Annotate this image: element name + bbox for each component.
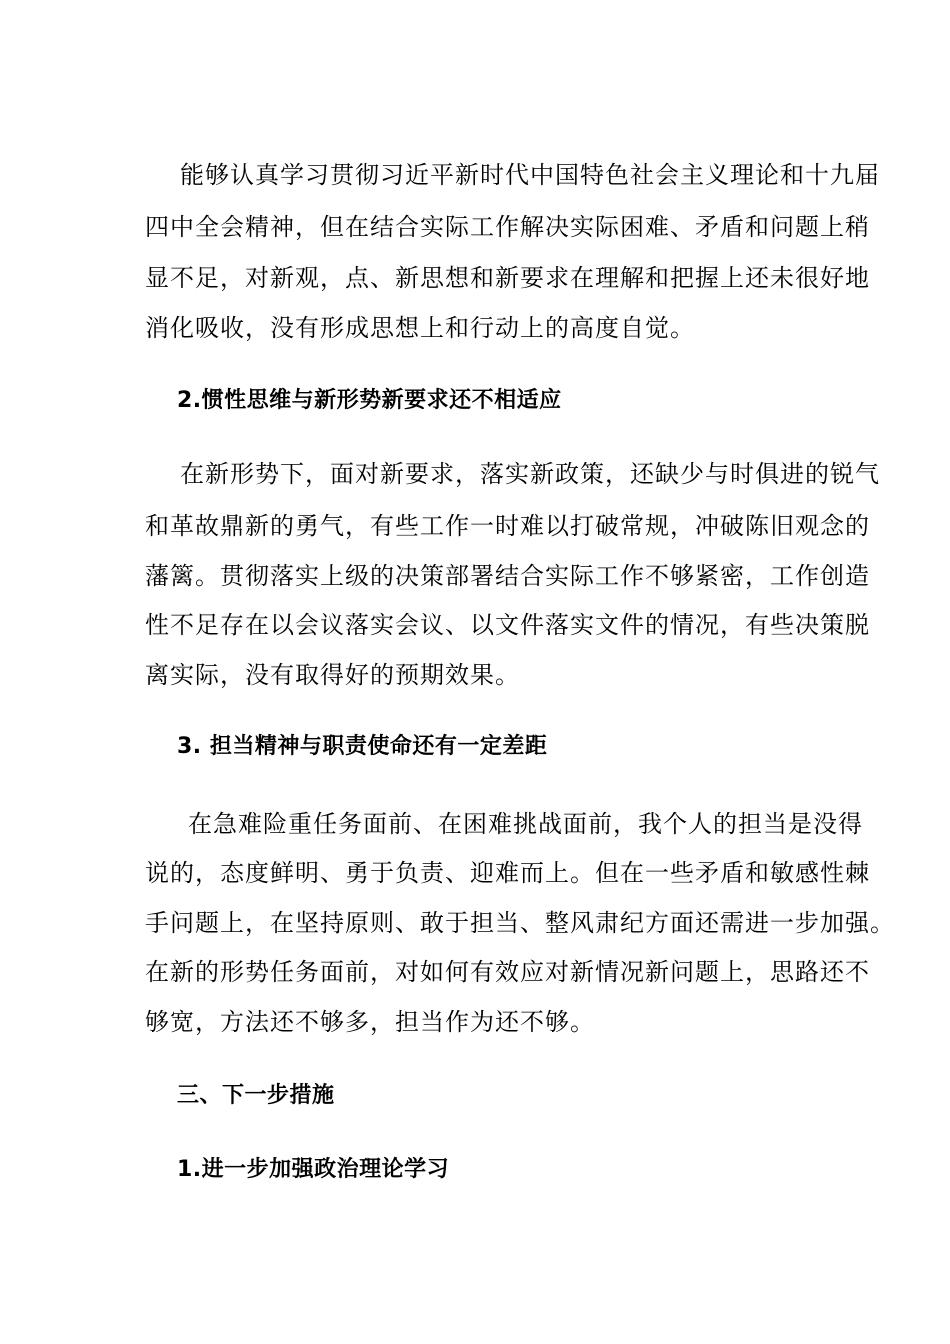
heading-3: 3. 担当精神与职责使命还有一定差距 bbox=[177, 734, 548, 759]
paragraph2-line-4: 性不足存在以会议落实会议、以文件落实文件的情况，有些决策脱 bbox=[145, 611, 870, 639]
section-3-heading: 三、下一步措施 bbox=[177, 1083, 335, 1108]
paragraph3-line-3: 手问题上，在坚持原则、敢于担当、整风肃纪方面还需进一步加强。 bbox=[145, 909, 895, 937]
paragraph2-line-3: 藩篱。贯彻落实上级的决策部署结合实际工作不够紧密，工作创造 bbox=[145, 562, 870, 590]
paragraph2-line-2: 和革故鼎新的勇气，有些工作一时难以打破常规，冲破陈旧观念的 bbox=[145, 512, 870, 540]
heading-2: 2.惯性思维与新形势新要求还不相适应 bbox=[177, 388, 562, 413]
paragraph3-line-1: 在急难险重任务面前、在困难挑战面前，我个人的担当是没得 bbox=[188, 810, 863, 838]
paragraph3-line-2: 说的，态度鲜明、勇于负责、迎难而上。但在一些矛盾和敏感性棘 bbox=[145, 859, 870, 887]
paragraph3-line-4: 在新的形势任务面前，对如何有效应对新情况新问题上，思路还不 bbox=[145, 958, 870, 986]
paragraph1-line-4: 消化吸收，没有形成思想上和行动上的高度自觉。 bbox=[145, 314, 695, 342]
paragraph2-line-5: 离实际，没有取得好的预期效果。 bbox=[145, 661, 520, 689]
paragraph2-line-1: 在新形势下，面对新要求，落实新政策，还缺少与时俱进的锐气 bbox=[180, 460, 880, 488]
paragraph1-line-2: 四中全会精神，但在结合实际工作解决实际困难、矛盾和问题上稍 bbox=[145, 213, 870, 241]
subheading-1: 1.进一步加强政治理论学习 bbox=[177, 1157, 450, 1182]
paragraph3-line-5: 够宽，方法还不够多，担当作为还不够。 bbox=[145, 1008, 595, 1036]
paragraph1-line-3: 显不足，对新观，点、新思想和新要求在理解和把握上还未很好地 bbox=[145, 264, 870, 292]
paragraph1-line-1: 能够认真学习贯彻习近平新时代中国特色社会主义理论和十九届 bbox=[180, 161, 880, 189]
